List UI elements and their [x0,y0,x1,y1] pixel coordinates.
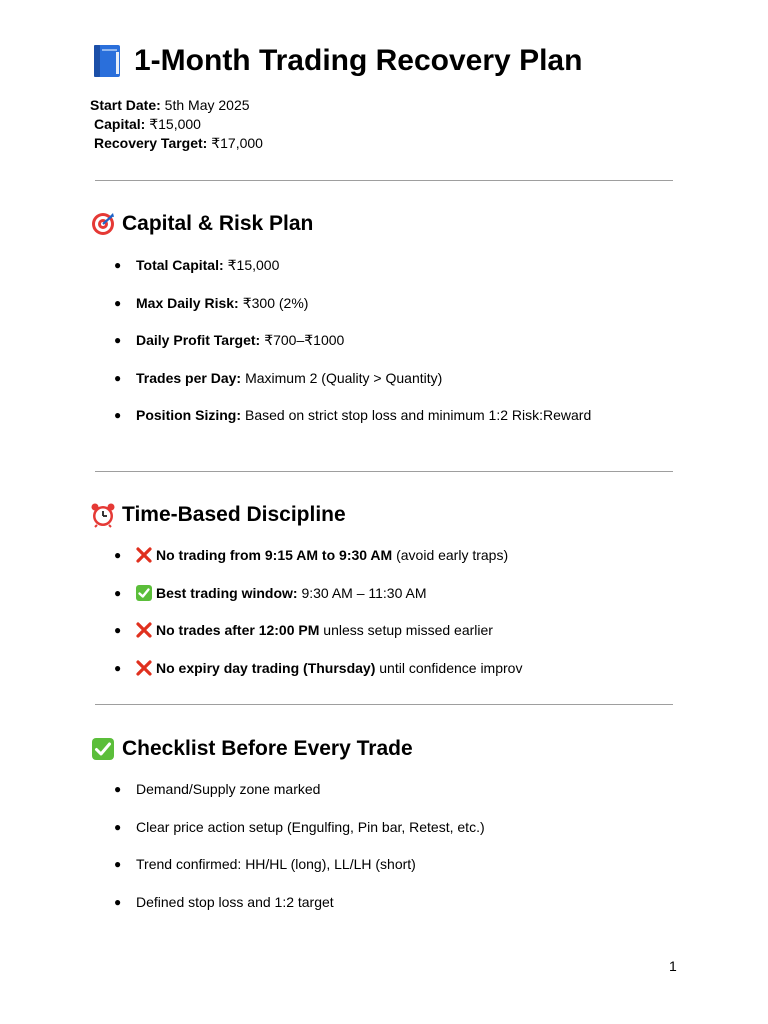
cross-mark-icon [136,547,152,563]
bullet-icon: ● [114,333,122,347]
page-title [90,40,582,82]
cross-mark-icon [136,660,152,676]
bullet-icon: ● [114,894,122,909]
list-item: ● Defined stop loss and 1:2 target [114,893,334,910]
heading-text: Time-Based Discipline [122,503,346,526]
list-item: ● Position Sizing: Based on strict stop loss and minimum 1:2 Risk:Reward [114,407,592,423]
bullet-icon: ● [114,585,122,600]
check-mark-icon [136,585,152,601]
bullet-icon: ● [114,857,122,871]
alarm-clock-icon [90,502,116,528]
page-number: 1 [669,958,677,974]
list-item: ● Clear price action setup (Engulfing, Pin bar, Retest, etc.) [114,818,485,835]
heading-text: Checklist Before Every Trade [122,737,413,760]
bullet-icon: ● [114,819,122,834]
meta-recovery-target: Recovery Target: ₹17,000 [94,135,263,151]
list-item: ● Best trading window: 9:30 AM – 11:30 AM [114,584,427,601]
heading-text: Capital & Risk Plan [122,212,314,235]
bullet-icon: ● [114,408,122,422]
list-item: ● No expiry day trading (Thursday) until confidence improv [114,659,523,676]
check-mark-icon [90,736,116,762]
section-heading-time [90,499,346,531]
divider [95,471,673,472]
meta-start-date: Start Date: 5th May 2025 [90,97,250,113]
time-discipline-list [0,545,768,695]
bullet-icon: ● [114,623,122,637]
list-item: ● Daily Profit Target: ₹700–₹1000 [114,332,345,348]
bullet-icon: ● [114,782,122,796]
section-heading-capital [90,208,313,240]
list-item: ● No trades after 12:00 PM unless setup missed earlier [114,622,493,638]
target-icon [90,211,116,237]
section-heading-checklist [90,733,413,765]
bullet-icon: ● [114,370,122,385]
divider [95,180,673,181]
list-item: ● No trading from 9:15 AM to 9:30 AM (avoid early traps) [114,547,509,563]
trade-checklist [0,779,768,929]
divider [95,704,673,705]
title-text: 1-Month Trading Recovery Plan [134,44,583,77]
list-item: ● Trend confirmed: HH/HL (long), LL/LH (short) [114,856,416,872]
meta-capital: Capital: ₹15,000 [94,116,201,132]
list-item: ● Demand/Supply zone marked [114,781,321,797]
cross-mark-icon [136,622,152,638]
list-item: ● Max Daily Risk: ₹300 (2%) [114,294,309,311]
bullet-icon: ● [114,660,122,675]
plan-meta [90,96,263,153]
blue-book-icon [90,43,124,79]
capital-risk-list [0,255,768,443]
bullet-icon: ● [114,295,122,310]
bullet-icon: ● [114,548,122,562]
list-item: ● Trades per Day: Maximum 2 (Quality > Quantity) [114,369,443,386]
list-item: ● Total Capital: ₹15,000 [114,257,280,273]
bullet-icon: ● [114,258,122,272]
